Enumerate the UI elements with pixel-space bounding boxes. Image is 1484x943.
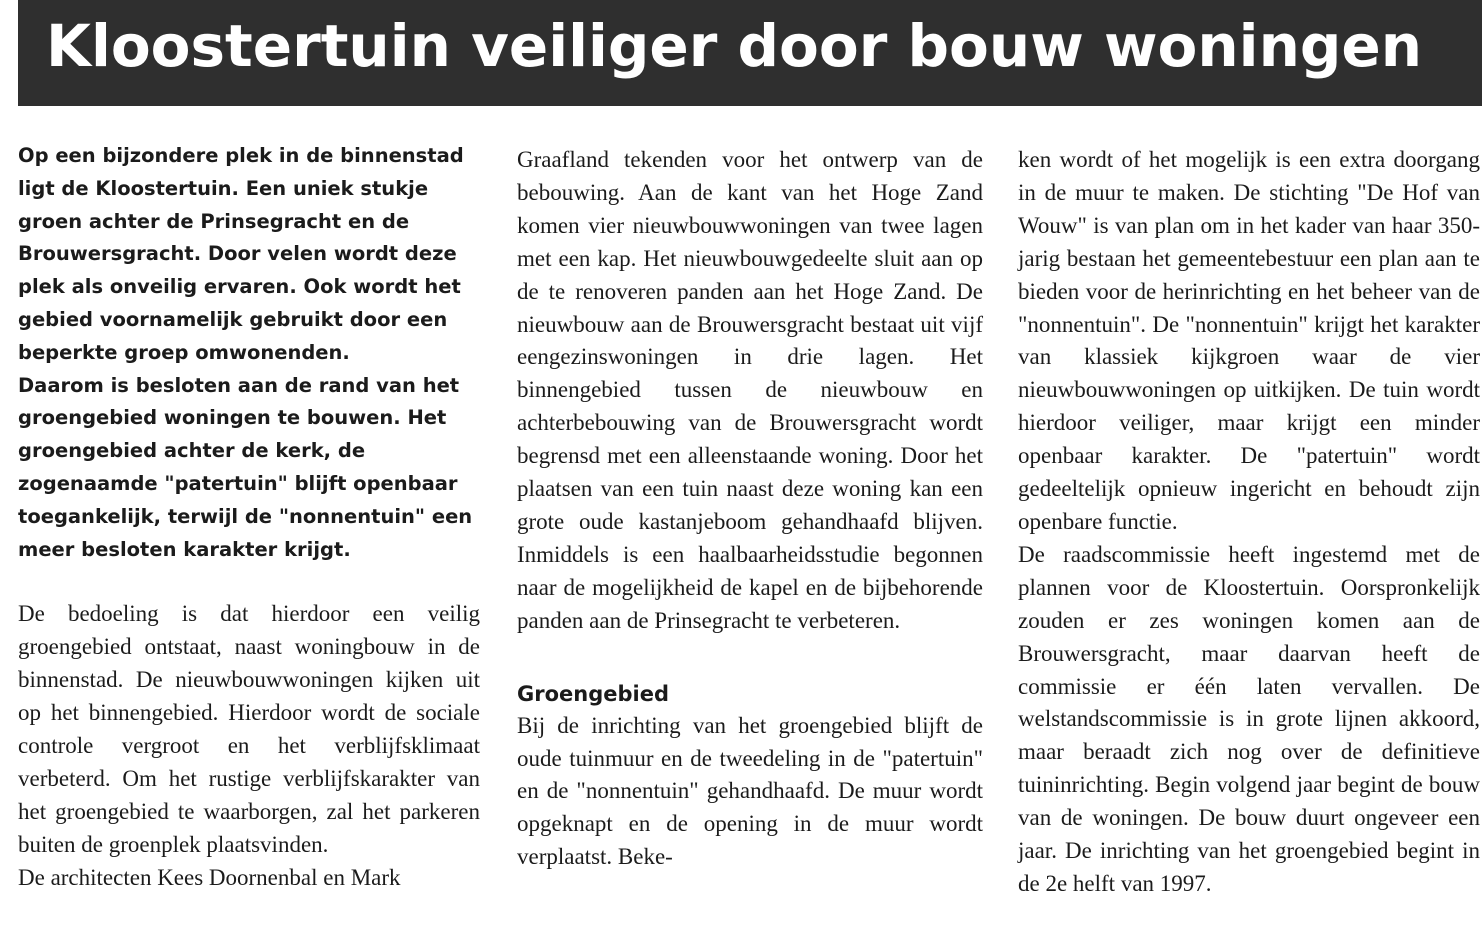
column-3 [1018, 144, 1480, 901]
intro-paragraph-1: Op een bijzondere plek in de binnenstad ligt de Kloostertuin. Een uniek stukje groen achter de Prinsegracht en de Brouwersgracht. Door velen wordt deze plek als onveilig ervaren. Ook wordt het gebied voornamelijk gebruikt door een beperkte groep omwonenden. [18, 144, 464, 364]
subheading-groengebied: Groengebied [517, 681, 669, 706]
spacer [517, 638, 983, 678]
column-2 [517, 144, 983, 874]
headline: Kloostertuin veiliger door bouw woningen [46, 12, 1422, 80]
body-paragraph-2-continued: Graafland tekenden voor het ontwerp van de bebouwing. Aan de kant van het Hoge Zand komen vier nieuwbouwwoningen van twee lagen met een kap. Het nieuwbouwgedeelte sluit aan op de te renoveren panden aan het Hoge Zand. De nieuwbouw aan de Brouwersgracht bestaat uit vijf eengezinswoningen in drie lagen. Het binnengebied tussen de nieuwbouw en achterbebouwing van de Brouwersgracht wordt begrensd met een alleenstaande woning. Door het plaatsen van een tuin naast deze woning kan een grote oude kastanjeboom gehandhaafd blijven. Inmiddels is een haalbaarheidsstudie begonnen naar de mogelijkheid de kapel en de bijbehorende panden aan de Prinsegracht te verbeteren. [517, 147, 983, 633]
body-paragraph-4: De raadscommissie heeft ingestemd met de plannen voor de Kloostertuin. Oorspronkelijk zouden er zes woningen komen aan de Brouwersgracht, maar daarvan heeft de commissie er één laten vervallen. De welstandscommissie is in grote lijnen akkoord, maar beraadt zich nog over de definitieve tuininrichting. Begin volgend jaar begint de bouw van de woningen. De bouw duurt ongeveer een jaar. De inrichting van het groengebied begint in de 2e helft van 1997. [1018, 541, 1480, 896]
headline-bar [18, 0, 1482, 106]
body-column-2 [517, 144, 983, 874]
spacer [18, 566, 480, 598]
body-column-3 [1018, 144, 1480, 901]
body-column-1 [18, 598, 480, 894]
body-paragraph-1: De bedoeling is dat hierdoor een veilig groengebied ontstaat, naast woningbouw in de binnenstad. De nieuwbouwwoningen kijken uit op het binnengebied. Hierdoor wordt de sociale controle vergroot en het verblijfsklimaat verbeterd. Om het rustige verblijfskarakter van het groengebied te waarborgen, zal het parkeren buiten de groenplek plaatsvinden. [18, 601, 480, 857]
intro [18, 140, 480, 566]
column-1 [18, 140, 480, 895]
body-paragraph-2-start: De architecten Kees Doornenbal en Mark [18, 864, 401, 890]
intro-paragraph-2: Daarom is besloten aan de rand van het groengebied woningen te bouwen. Het groengebied achter de kerk, de zogenaamde "patertuin" blijft openbaar toegankelijk, terwijl de "nonnentuin" een meer besloten karakter krijgt. [18, 373, 473, 561]
body-paragraph-3-continued: ken wordt of het mogelijk is een extra doorgang in de muur te maken. De stichting "De Hof van Wouw" is van plan om in het kader van haar 350-jarig bestaan het gemeentebestuur een plan aan te bieden voor de herinrichting en het beheer van de "nonnentuin". De "nonnentuin" krijgt het karakter van klassiek kijkgroen waar de vier nieuwbouwwoningen op uitkijken. De tuin wordt hierdoor veiliger, maar krijgt een minder openbaar karakter. De "patertuin" wordt gedeeltelijk opnieuw ingericht en behoudt zijn openbare functie. [1018, 147, 1480, 534]
body-paragraph-3-start: Bij de inrichting van het groengebied blijft de oude tuinmuur en de tweedeling in de "patertuin" en de "nonnentuin" gehandhaafd. De muur wordt opgeknapt en de opening in de muur wordt verplaatst. Beke- [517, 712, 983, 870]
